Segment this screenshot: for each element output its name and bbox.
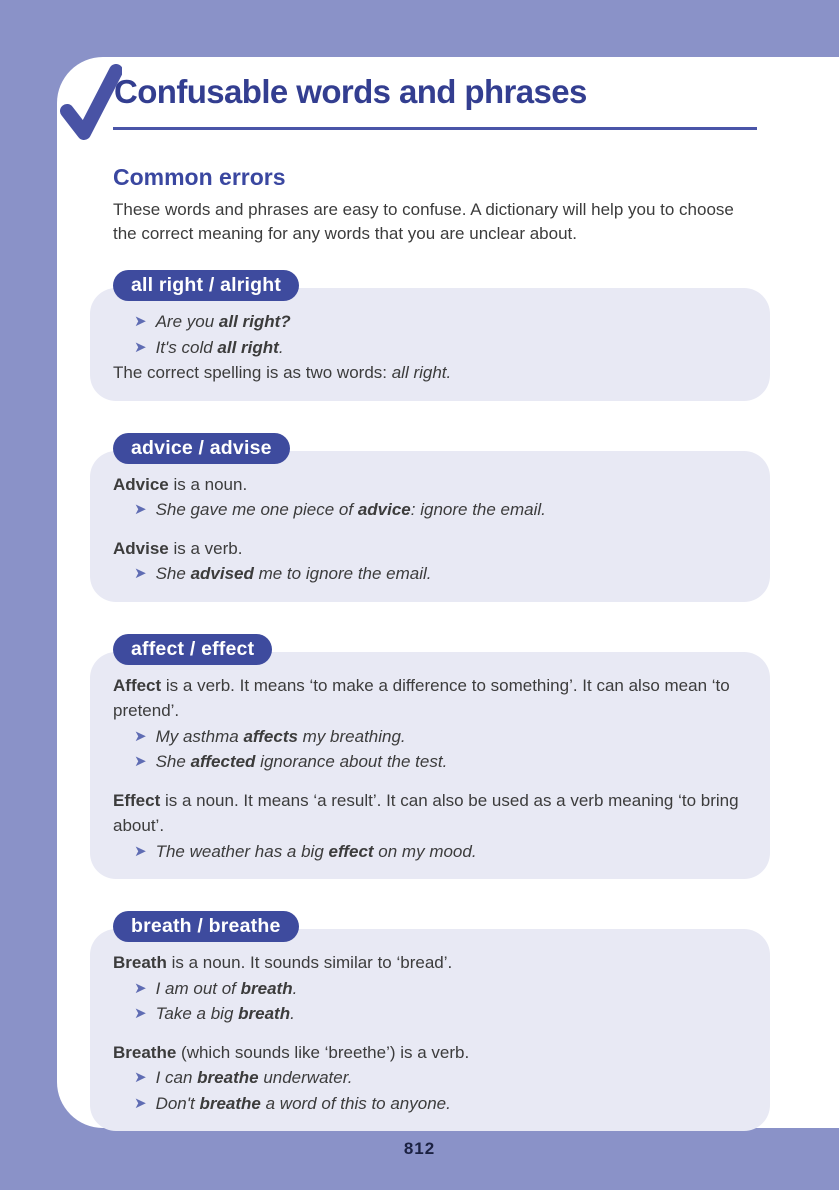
explanation-line xyxy=(113,536,748,562)
example-text xyxy=(156,497,546,523)
page-number: 812 xyxy=(403,1139,436,1158)
text-segment: is a noun. xyxy=(168,474,248,494)
explanation-line xyxy=(113,1040,748,1066)
example-text xyxy=(156,724,406,750)
page-title: Confusable words and phrases xyxy=(114,73,587,110)
example-sentence xyxy=(113,561,748,587)
text-segment: affected xyxy=(190,752,256,771)
example-text xyxy=(156,561,432,587)
text-segment: is a noun. It means ‘a result’. It can also be used as a verb meaning ‘to bring about’. xyxy=(113,790,739,835)
text-segment: breath xyxy=(240,978,293,998)
text-segment: She xyxy=(155,564,191,583)
arrowhead-right-icon: ➤ xyxy=(134,313,147,330)
example-text xyxy=(156,1001,295,1027)
section-pill-heading: breath / breathe xyxy=(113,911,299,942)
text-segment: underwater. xyxy=(258,1068,353,1087)
text-segment: Advice xyxy=(113,474,169,494)
confusable-section-affect-effect xyxy=(90,634,839,880)
example-sentence xyxy=(113,1065,748,1091)
section-pill-heading: all right / alright xyxy=(113,270,299,301)
confusable-section-all-right-alright xyxy=(90,270,839,401)
text-segment: breathe xyxy=(199,1093,261,1113)
text-segment: my breathing. xyxy=(297,726,406,746)
section-example-box xyxy=(90,929,770,1131)
example-sentence xyxy=(113,1091,748,1117)
text-segment: It's cold xyxy=(155,337,218,357)
content-panel xyxy=(57,57,839,1128)
spacer xyxy=(113,775,748,788)
text-segment: advised xyxy=(190,564,254,583)
confusable-section-breath-breathe xyxy=(90,911,839,1131)
text-segment: is a noun. It sounds similar to ‘bread’. xyxy=(166,953,453,972)
arrowhead-right-icon: ➤ xyxy=(134,338,147,356)
arrowhead-right-icon: ➤ xyxy=(134,501,147,518)
text-segment: Breathe xyxy=(113,1042,177,1062)
text-segment: ignorance about the test. xyxy=(255,752,448,771)
explanation-line xyxy=(113,472,748,498)
text-segment: Take a big xyxy=(155,1004,239,1023)
text-segment: on my mood. xyxy=(373,841,477,861)
arrowhead-right-icon: ➤ xyxy=(134,842,147,860)
sections-list xyxy=(57,270,839,1131)
arrowhead-right-icon: ➤ xyxy=(134,1094,147,1112)
text-segment: I am out of xyxy=(155,978,241,998)
text-segment: Don't xyxy=(155,1093,200,1113)
explanation-line xyxy=(113,950,748,976)
spacer xyxy=(113,1027,748,1040)
example-sentence xyxy=(113,839,748,865)
example-sentence xyxy=(113,497,748,523)
text-segment: The correct spelling is as two words: xyxy=(113,363,392,382)
section-example-box xyxy=(90,451,770,602)
text-segment: advice xyxy=(357,500,411,519)
example-text xyxy=(156,1091,451,1117)
page-footer xyxy=(0,1128,839,1190)
text-segment: Effect xyxy=(113,790,161,810)
text-segment: Advise xyxy=(113,538,169,558)
text-segment: Are you xyxy=(155,312,219,331)
text-segment: is a verb. It means ‘to make a difference to something’. It can also mean ‘to pretend’. xyxy=(113,675,730,720)
example-text xyxy=(156,335,284,361)
section-pill-heading: advice / advise xyxy=(113,433,290,464)
text-segment: all right? xyxy=(218,312,291,331)
text-segment: The weather has a big xyxy=(155,841,329,861)
text-segment: all right. xyxy=(391,363,452,382)
text-segment: me to ignore the email. xyxy=(253,564,432,583)
example-text xyxy=(156,749,448,775)
text-segment: Breath xyxy=(113,953,167,972)
spacer xyxy=(113,523,748,536)
text-segment: . xyxy=(290,1004,295,1023)
text-segment: . xyxy=(292,978,298,998)
text-segment: Affect xyxy=(113,675,162,695)
example-sentence xyxy=(113,724,748,750)
checkmark-icon xyxy=(60,64,122,144)
example-text xyxy=(156,976,298,1002)
example-text xyxy=(156,1065,353,1091)
text-segment: : ignore the email. xyxy=(410,500,546,519)
text-segment: is a verb. xyxy=(168,538,243,558)
arrowhead-right-icon: ➤ xyxy=(134,565,147,582)
arrowhead-right-icon: ➤ xyxy=(134,1005,147,1022)
text-segment: breath xyxy=(238,1004,291,1023)
explanation-line xyxy=(113,360,748,386)
arrowhead-right-icon: ➤ xyxy=(134,753,147,770)
example-sentence xyxy=(113,335,748,361)
text-segment: She gave me one piece of xyxy=(155,500,358,519)
arrowhead-right-icon: ➤ xyxy=(134,979,147,997)
text-segment: . xyxy=(278,337,284,357)
text-segment: (which sounds like ‘breethe’) is a verb. xyxy=(176,1042,470,1062)
example-text xyxy=(156,309,291,335)
explanation-line xyxy=(113,788,748,839)
example-text xyxy=(156,839,477,865)
page-header xyxy=(57,57,839,143)
section-example-box xyxy=(90,652,770,880)
intro-text: These words and phrases are easy to confuse. A dictionary will help you to choose the correct meaning for any words that you are unclear about. xyxy=(113,200,734,243)
explanation-line xyxy=(113,673,748,724)
section-example-box xyxy=(90,288,770,401)
text-segment: breathe xyxy=(197,1068,259,1087)
text-segment: She xyxy=(155,752,191,771)
common-errors-heading: Common errors xyxy=(113,164,286,190)
text-segment: My asthma xyxy=(155,726,244,746)
arrowhead-right-icon: ➤ xyxy=(134,727,147,745)
title-underline xyxy=(113,127,757,130)
text-segment: affects xyxy=(243,726,298,746)
example-sentence xyxy=(113,309,748,335)
text-segment: I can xyxy=(155,1068,198,1087)
example-sentence xyxy=(113,749,748,775)
arrowhead-right-icon: ➤ xyxy=(134,1069,147,1086)
example-sentence xyxy=(113,1001,748,1027)
example-sentence xyxy=(113,976,748,1002)
text-segment: effect xyxy=(328,841,374,861)
text-segment: a word of this to anyone. xyxy=(260,1093,451,1113)
confusable-section-advice-advise xyxy=(90,433,839,602)
text-segment: all right xyxy=(217,337,279,357)
section-pill-heading: affect / effect xyxy=(113,634,272,665)
